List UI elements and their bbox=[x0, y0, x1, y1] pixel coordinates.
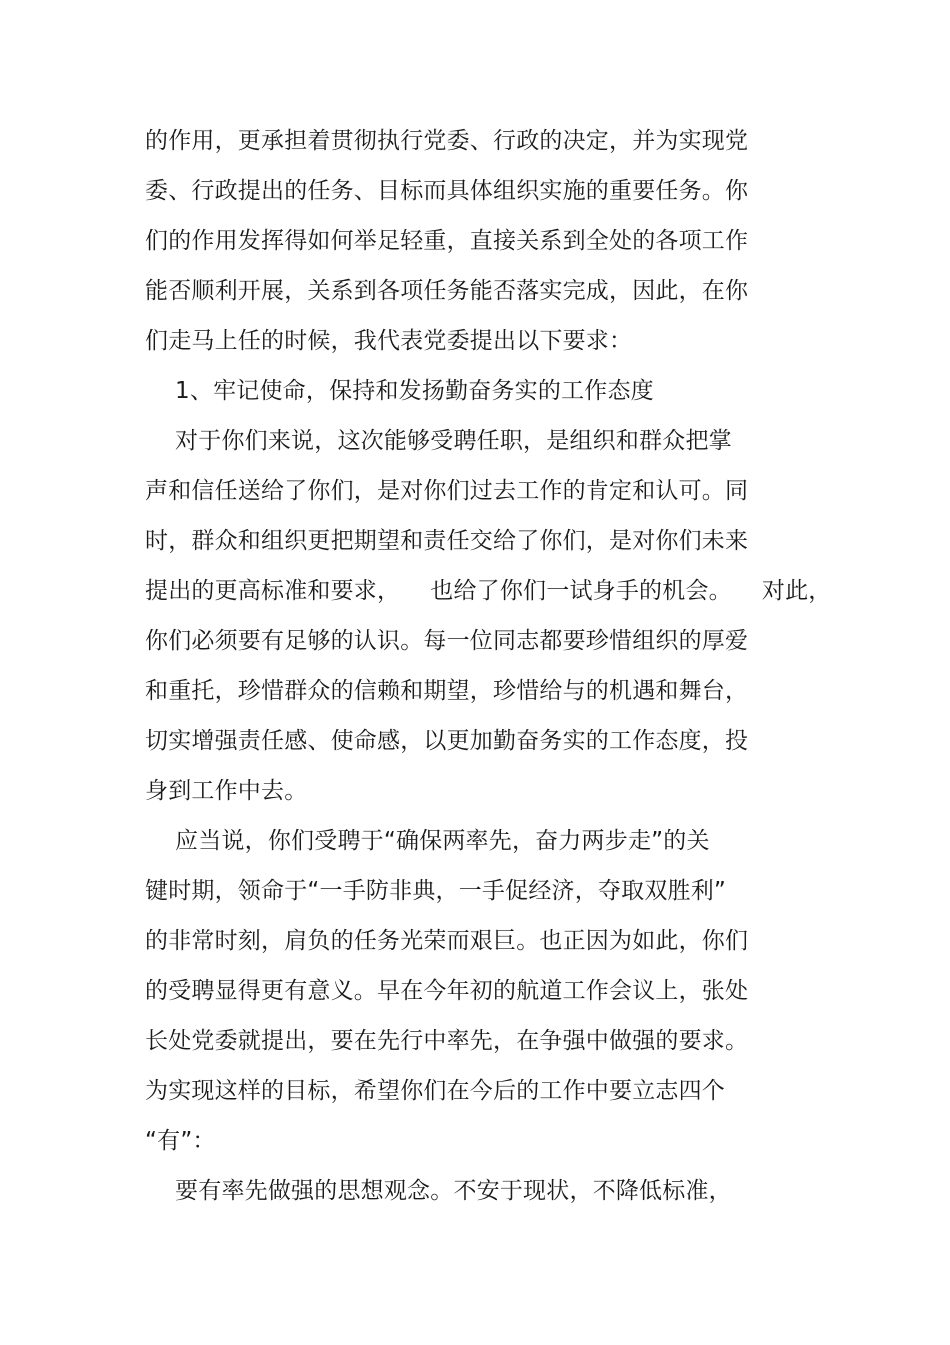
text-line: 们走马上任的时候，我代表党委提出以下要求： bbox=[145, 328, 633, 354]
text-line: 你们必须要有足够的认识。每一位同志都要珍惜组织的厚爱 bbox=[145, 628, 749, 654]
text-line: 声和信任送给了你们，是对你们过去工作的肯定和认可。同 bbox=[145, 478, 749, 504]
text-line: 的作用，更承担着贯彻执行党委、行政的决定，并为实现党 bbox=[145, 128, 749, 154]
text-line: 切实增强责任感、使命感，以更加勤奋务实的工作态度，投 bbox=[145, 728, 749, 754]
text-line: 长处党委就提出，要在先行中率先，在争强中做强的要求。 bbox=[145, 1028, 749, 1054]
text-line: 身到工作中去。 bbox=[145, 778, 308, 804]
text-line: 和重托，珍惜群众的信赖和期望，珍惜给与的机遇和舞台， bbox=[145, 678, 749, 704]
text-line: 对于你们来说，这次能够受聘任职，是组织和群众把掌 bbox=[145, 428, 732, 454]
text-line: 的受聘显得更有意义。早在今年初的航道工作会议上，张处 bbox=[145, 978, 749, 1004]
section-heading: 1、牢记使命，保持和发扬勤奋务实的工作态度 bbox=[145, 378, 654, 404]
text-line: “有”： bbox=[145, 1128, 216, 1154]
text-line: 应当说，你们受聘于“确保两率先，奋力两步走”的关 bbox=[145, 828, 710, 854]
text-line: 能否顺利开展，关系到各项任务能否落实完成，因此，在你 bbox=[145, 278, 749, 304]
text-line: 提出的更高标准和要求， 也给了你们一试身手的机会。 对此， bbox=[145, 578, 832, 604]
text-line: 委、行政提出的任务、目标而具体组织实施的重要任务。你 bbox=[145, 178, 749, 204]
text-line: 要有率先做强的思想观念。不安于现状，不降低标准， bbox=[145, 1178, 732, 1204]
text-line: 的非常时刻，肩负的任务光荣而艰巨。也正因为如此，你们 bbox=[145, 928, 749, 954]
text-line: 们的作用发挥得如何举足轻重，直接关系到全处的各项工作 bbox=[145, 228, 749, 254]
text-line: 键时期，领命于“一手防非典，一手促经济，夺取双胜利” bbox=[145, 878, 727, 904]
text-line: 时，群众和组织更把期望和责任交给了你们，是对你们未来 bbox=[145, 528, 749, 554]
text-line: 为实现这样的目标，希望你们在今后的工作中要立志四个 bbox=[145, 1078, 725, 1104]
